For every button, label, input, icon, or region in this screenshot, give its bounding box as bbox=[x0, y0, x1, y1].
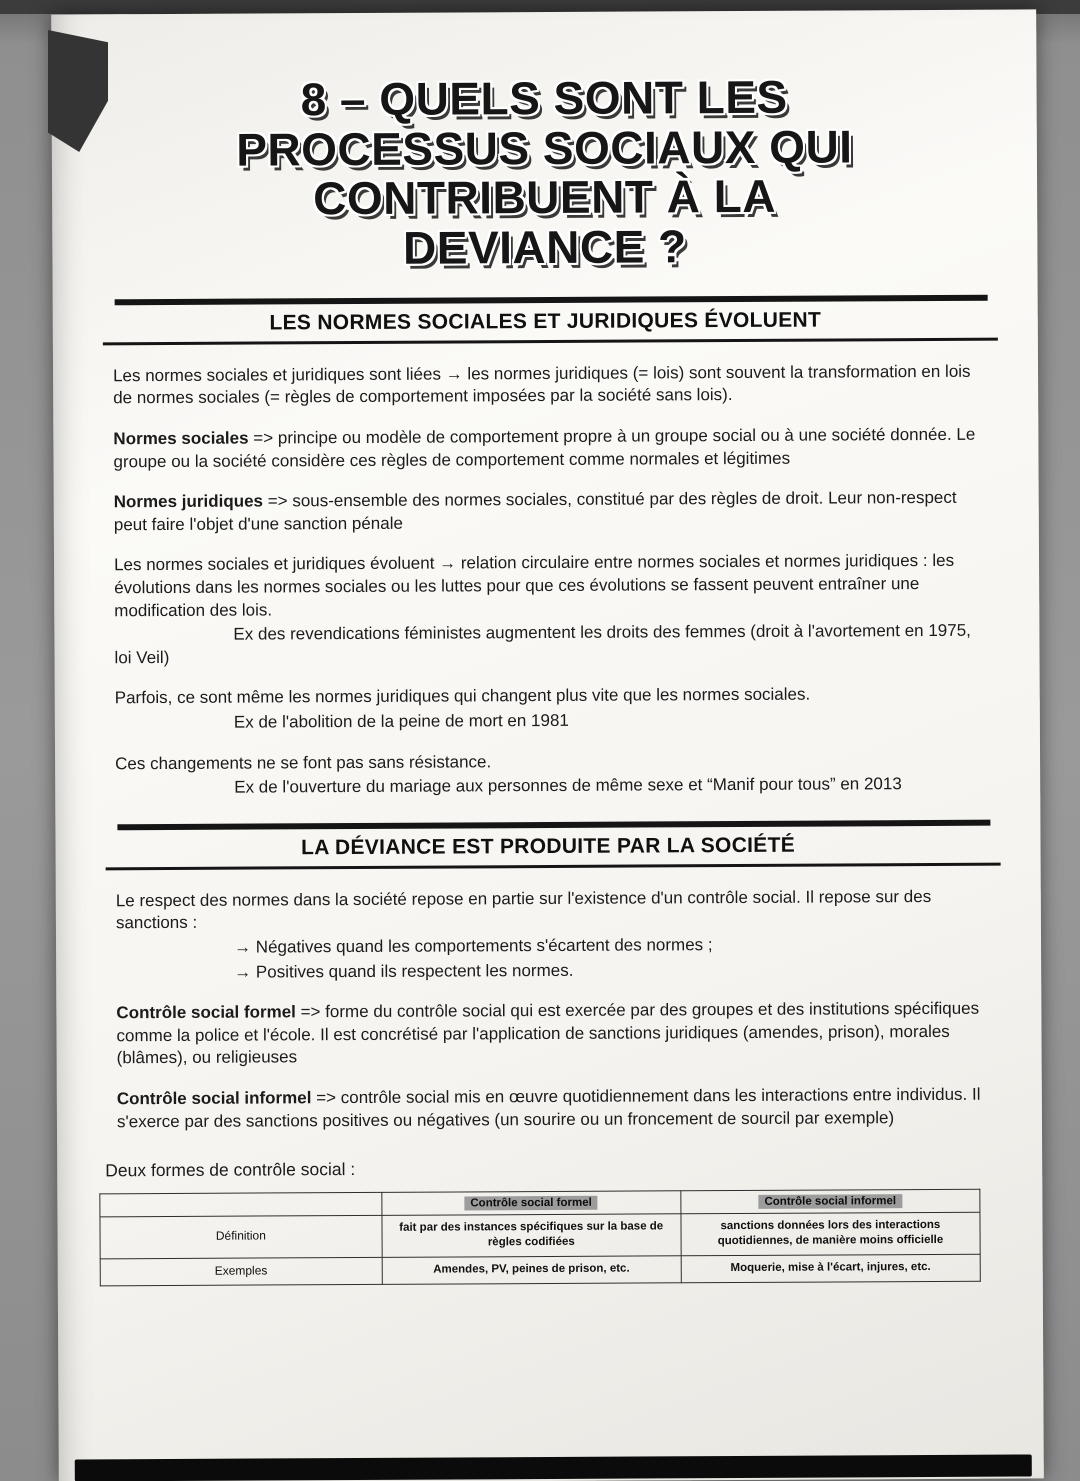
definition-controle-social-formel: => forme du contrôle social qui est exercée par des groupes et des institutions spécifiques comme la police et l'école. Il est concrétisé par l'application de sanctions juridiques (amendes, prison), morales (blâmes), ou religieuses bbox=[116, 999, 980, 1068]
example-mariage-meme-sexe: Ex de l'ouverture du mariage aux personnes de même sexe et “Manif pour tous” en 2013 bbox=[234, 774, 902, 797]
paragraph-normes-plus-vite: Parfois, ce sont même les normes juridiques qui changent plus vite que les normes sociales. bbox=[114, 685, 811, 708]
definition-controle-social-informel: => contrôle social mis en œuvre quotidiennement dans les interactions entre individus. Il s'exerce par des sanctions positives ou négatives (un sourire ou un froncement de sourcil par exemple) bbox=[116, 1084, 981, 1131]
term-controle-social-informel: Contrôle social informel bbox=[116, 1088, 312, 1109]
table-header-informel-label: Contrôle social informel bbox=[758, 1194, 902, 1209]
bullet-sanctions-positives: → Positives quand ils respectent les normes. bbox=[234, 960, 574, 982]
page-title-line-2: PROCESSUS SOCIAUX QUI bbox=[236, 120, 853, 176]
section-normes bbox=[53, 294, 1041, 800]
paragraph-evolution: Les normes sociales et juridiques évoluent → relation circulaire entre normes sociales et normes juridiques : les évolutions dans les normes sociales ou les luttes pour que ces évolutions se fassent peuvent entraîner une modification des lois. bbox=[113, 551, 955, 620]
term-controle-social-formel: Contrôle social formel bbox=[116, 1002, 296, 1023]
cell-definition-formel: fait par des instances spécifiques sur la base de règles codifiées bbox=[382, 1214, 681, 1258]
controle-social-table bbox=[99, 1188, 980, 1286]
table-header-formel bbox=[381, 1190, 680, 1215]
paragraph-normes-sociales bbox=[113, 424, 986, 474]
section-deviance bbox=[55, 819, 1042, 1286]
page-title-line-1: 8 – QUELS SONT LES bbox=[300, 70, 788, 126]
page-title-line-4: DEVIANCE ? bbox=[402, 220, 687, 274]
paragraph-controle-social-intro: Le respect des normes dans la société repose en partie sur l'existence d'un contrôle social. Il repose sur des sanctions : bbox=[115, 886, 932, 933]
cell-exemples-informel: Moquerie, mise à l'écart, injures, etc. bbox=[681, 1254, 980, 1283]
scan-bottom-edge bbox=[75, 1454, 1032, 1481]
section-deviance-heading: LA DÉVIANCE EST PRODUITE PAR LA SOCIÉTÉ bbox=[300, 833, 796, 860]
page-title bbox=[51, 9, 1037, 275]
cell-definition-informel: sanctions données lors des interactions quotidiennes, de manière moins officielle bbox=[681, 1212, 980, 1256]
row-label-definition: Définition bbox=[100, 1215, 382, 1259]
bullet-sanctions-negatives: → Négatives quand les comportements s'écartent des normes ; bbox=[233, 935, 713, 957]
definition-normes-sociales: => principe ou modèle de comportement propre à un groupe social ou à une société donnée. Le groupe ou la société considère ces règles de comportement comme normales et légitimes bbox=[113, 424, 976, 471]
cell-exemples-formel: Amendes, PV, peines de prison, etc. bbox=[382, 1256, 681, 1285]
section-normes-content bbox=[53, 340, 1040, 800]
term-normes-juridiques: Normes juridiques bbox=[113, 491, 264, 512]
row-label-exemples: Exemples bbox=[100, 1257, 382, 1285]
table-header-empty bbox=[100, 1192, 382, 1217]
table-row-exemples bbox=[100, 1254, 980, 1286]
section-deviance-rule-top bbox=[117, 820, 990, 831]
table-intro-label: Deux formes de contrôle social : bbox=[105, 1159, 356, 1181]
example-revendications-feministes: Ex des revendications féministes augmentent les droits des femmes (droit à l'avortement en 1975, loi Veil) bbox=[114, 620, 971, 668]
paragraph-resistance: Ces changements ne se font pas sans résistance. bbox=[115, 751, 492, 773]
example-peine-de-mort: Ex de l'abolition de la peine de mort en 1981 bbox=[233, 710, 569, 732]
table-row-definition bbox=[100, 1212, 980, 1259]
table-header-formel-label: Contrôle social formel bbox=[464, 1195, 597, 1210]
term-normes-sociales: Normes sociales bbox=[113, 428, 249, 449]
paragraph-controle-formel bbox=[116, 998, 989, 1070]
table-header-informel bbox=[681, 1189, 980, 1214]
paragraph-normes-juridiques bbox=[114, 487, 987, 537]
document-page bbox=[51, 9, 1044, 1481]
paragraph-normes-intro: Les normes sociales et juridiques sont liées → les normes juridiques (= lois) sont souvent la transformation en lois de normes sociales (= règles de comportement imposées par la société sans lois). bbox=[113, 361, 971, 408]
section-deviance-content bbox=[56, 865, 1043, 1286]
section-normes-heading: LES NORMES SOCIALES ET JURIDIQUES ÉVOLUENT bbox=[269, 308, 822, 335]
section-normes-rule-top bbox=[115, 294, 988, 305]
page-title-line-3: CONTRIBUENT À LA bbox=[313, 170, 777, 225]
definition-normes-juridiques: => sous-ensemble des normes sociales, constitué par des règles de droit. Leur non-respect peut faire l'objet d'une sanction pénale bbox=[113, 487, 957, 535]
paragraph-controle-informel bbox=[117, 1084, 990, 1134]
